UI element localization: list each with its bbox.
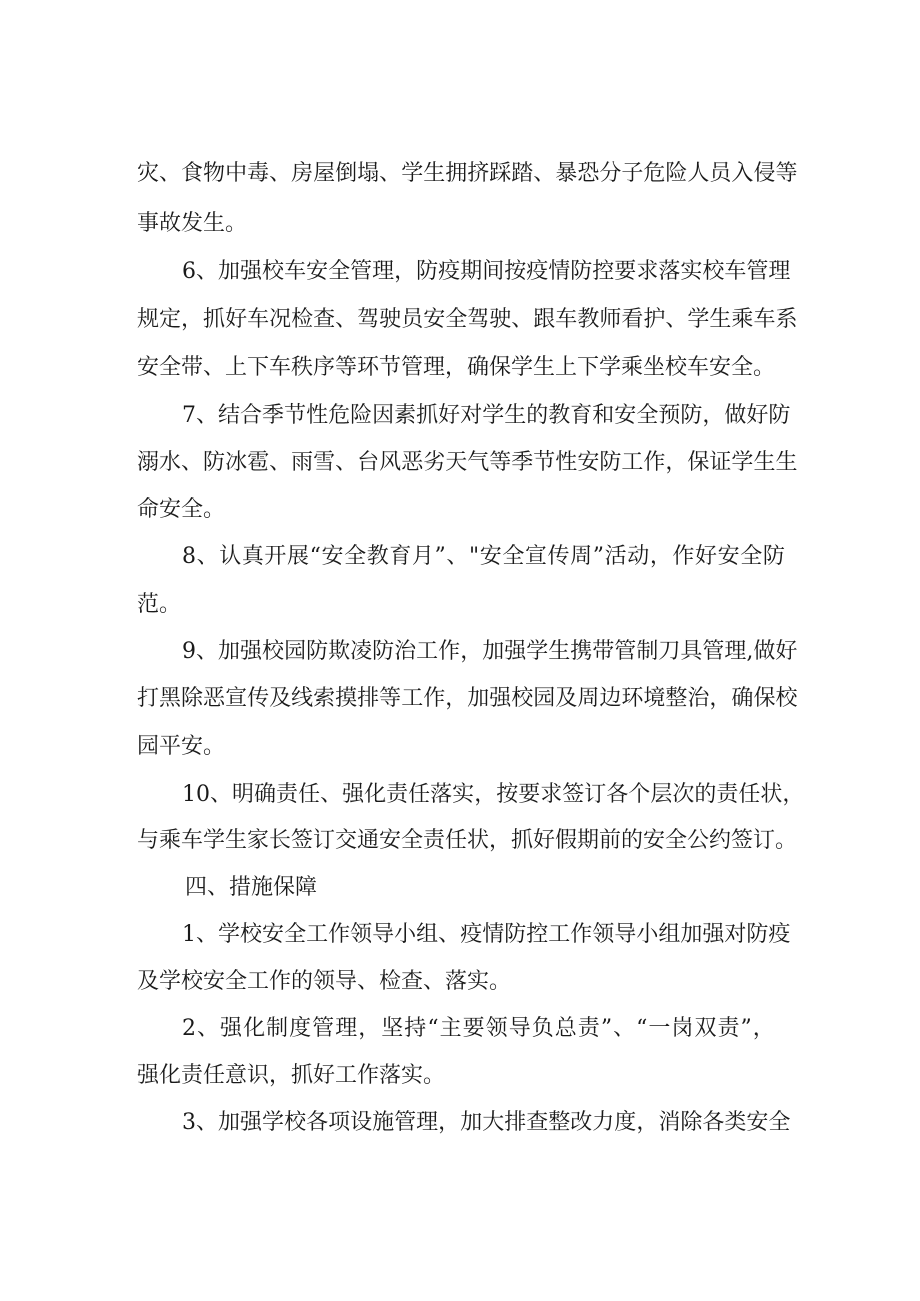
body-text-line: 打 黑 除 恶 宣 传 及 线 索 摸 排 等 工 作 ， 加 强 校 园 及 周 边 环 境 整 治 ， 确 保 校 [137,686,798,711]
body-text-line: 1 0 、 明 确 责 任 、 强 化 责 任 落 实 ， 按 要 求 签 订 各 个 层 次 的 责 任 状 ， [182,782,805,807]
body-text-line: 范。 [137,592,182,617]
body-text-line: 3 、 加 强 学 校 各 项 设 施 管 理 ， 加 大 排 查 整 改 力 度 ， 消 除 各 类 安 全 [182,1110,791,1135]
body-text-line: 与乘车学生家长签订交通安全责任状，抓好假期前的安全公约签订。 [137,828,798,853]
body-text-line: 8 、 认 真 开 展 “ 安 全 教 育 月 ” 、 " 安 全 宣 传 周 ” 活 动 ， 作 好 安 全 防 [182,544,785,569]
body-text-line: 安全带、上下车秩序等环节管理，确保学生上下学乘坐校车安全。 [137,355,776,380]
body-text-line: 命安全。 [137,497,226,522]
body-text-line: 及学校安全工作的领导、检查、落实。 [137,969,512,994]
section-heading: 四、措施保障 [185,875,318,900]
body-text-line: 灾 、 食 物 中 毒 、 房 屋 倒 塌 、 学 生 拥 挤 踩 踏 、 暴 恐 分 子 危 险 人 员 入 侵 等 [137,161,798,186]
body-text-line: 强化责任意识，抓好工作落实。 [137,1063,446,1088]
body-text-line: 2 、 强 化 制 度 管 理 ， 坚 持 “ 主 要 领 导 负 总 责 ” 、 “ 一 岗 双 责 ” ， [182,1016,775,1041]
body-text-line: 规 定 ， 抓 好 车 况 检 查 、 驾 驶 员 安 全 驾 驶 、 跟 车 教 师 看 护 、 学 生 乘 车 系 [137,307,798,332]
body-text-line: 溺 水 、 防 冰 雹 、 雨 雪 、 台 风 恶 劣 天 气 等 季 节 性 安 防 工 作 ， 保 证 学 生 生 [137,450,798,475]
body-text-line: 1 、 学 校 安 全 工 作 领 导 小 组 、 疫 情 防 控 工 作 领 导 小 组 加 强 对 防 疫 [182,922,791,947]
body-text-line: 事故发生。 [137,211,248,236]
body-text-line: 9 、 加 强 校 园 防 欺 凌 防 治 工 作 ， 加 强 学 生 携 带 管 制 刀 具 管 理 , 做 好 [182,639,798,664]
body-text-line: 7 、 结 合 季 节 性 危 险 因 素 抓 好 对 学 生 的 教 育 和 安 全 预 防 ， 做 好 防 [182,403,791,428]
body-text-line: 园平安。 [137,734,226,759]
body-text-line: 6 、 加 强 校 车 安 全 管 理 ， 防 疫 期 间 按 疫 情 防 控 要 求 落 实 校 车 管 理 [182,259,791,284]
